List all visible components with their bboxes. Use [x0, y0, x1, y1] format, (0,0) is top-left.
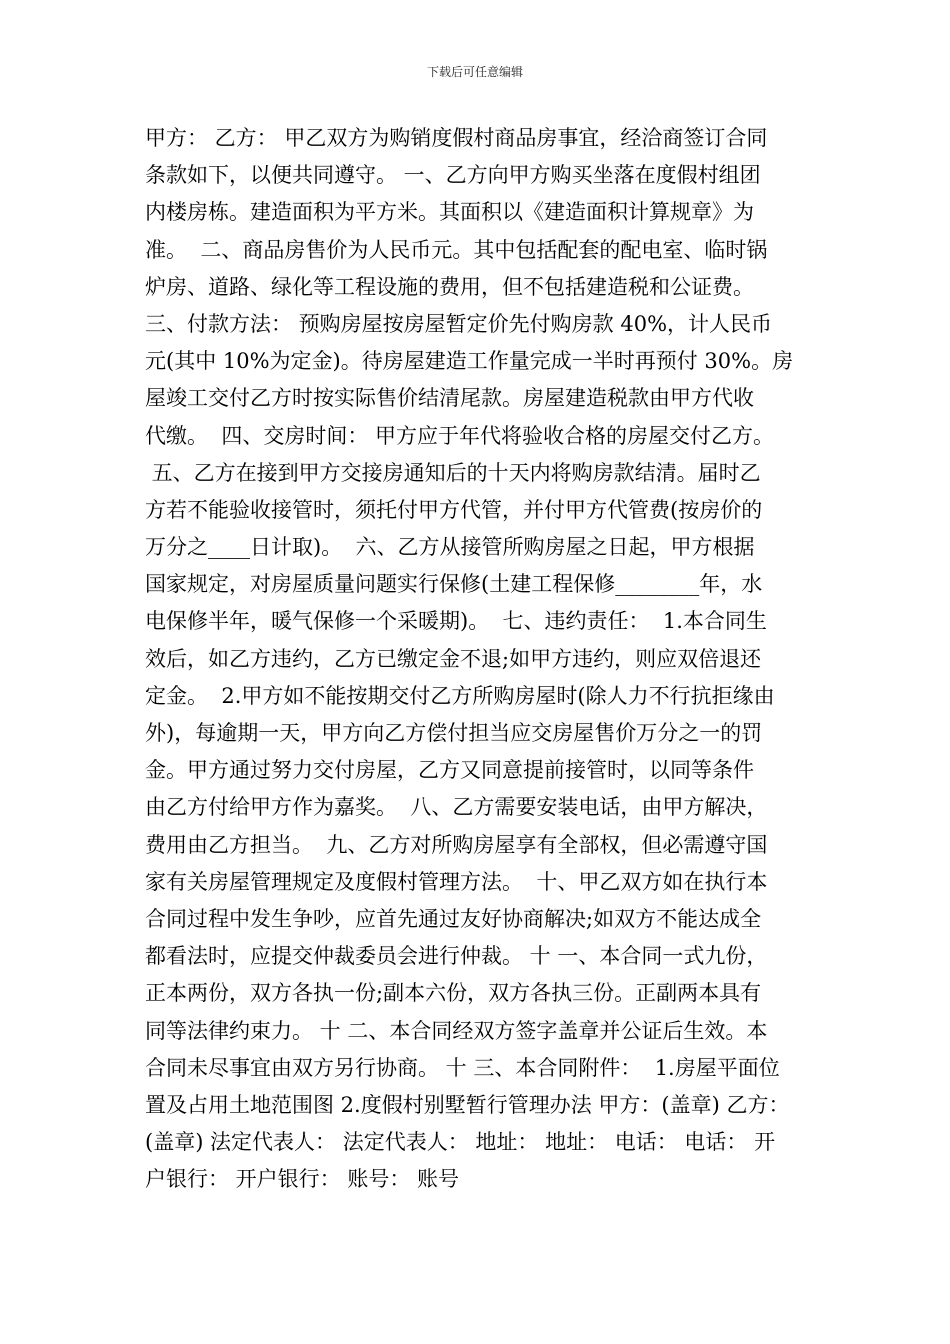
text-line: 准。 二、商品房售价为人民币元。其中包括配套的配电室、临时锅 [145, 237, 768, 262]
text-line: 五、乙方在接到甲方交接房通知后的十天内将购房款结清。届时乙 [145, 460, 761, 485]
text-line: 家有关房屋管理规定及度假村管理方法。 十、甲乙双方如在执行本 [145, 869, 768, 894]
text-line: 金。甲方通过努力交付房屋，乙方又同意提前接管时，以同等条件 [145, 758, 754, 783]
text-line: 内楼房栋。建造面积为平方米。其面积以《建造面积计算规章》为 [145, 200, 754, 225]
text-line: 效后，如乙方违约，乙方已缴定金不退;如甲方违约，则应双倍退还 [145, 646, 762, 671]
text-line: 正本两份，双方各执一份;副本六份，双方各执三份。正副两本具有 [145, 981, 762, 1006]
text-line: 万分之____日计取)。 六、乙方从接管所购房屋之日起，甲方根据 [145, 535, 755, 560]
text-line: 置及占用土地范围图 2.度假村别墅暂行管理办法 甲方：(盖章) 乙方： [145, 1092, 790, 1117]
text-line: 条款如下，以便共同遵守。 一、乙方向甲方购买坐落在度假村组团 [145, 163, 761, 188]
text-line: 都看法时，应提交仲裁委员会进行仲裁。 十 一、本合同一式九份， [145, 944, 768, 969]
text-line: 方若不能验收接管时，须托付甲方代管，并付甲方代管费(按房价的 [145, 497, 763, 522]
text-line: 国家规定，对房屋质量问题实行保修(土建工程保修________年，水 [145, 572, 763, 597]
text-line: 屋竣工交付乙方时按实际售价结清尾款。房屋建造税款由甲方代收 [145, 386, 754, 411]
text-line: 三、付款方法： 预购房屋按房屋暂定价先付购房款 40%，计人民币 [145, 311, 773, 336]
text-line: 定金。 2.甲方如不能按期交付乙方所购房屋时(除人力不行抗拒缘由 [145, 683, 775, 708]
contract-body [145, 120, 809, 1198]
text-line: 甲方： 乙方： 甲乙双方为购销度假村商品房事宜，经洽商签订合同 [145, 126, 768, 150]
text-line: 由乙方付给甲方作为嘉奖。 八、乙方需要安装电话，由甲方解决， [145, 795, 768, 820]
text-line: 同等法律约束力。 十 二、本合同经双方签字盖章并公证后生效。本 [145, 1018, 768, 1043]
text-line: 合同过程中发生争吵，应首先通过友好协商解决;如双方不能达成全 [145, 906, 762, 931]
text-line: 炉房、道路、绿化等工程设施的费用，但不包括建造税和公证费。 [145, 274, 754, 299]
text-line: 合同未尽事宜由双方另行协商。 十 三、本合同附件： 1.房屋平面位 [145, 1055, 780, 1080]
text-line: 元(其中 10%为定金)。待房屋建造工作量完成一半时再预付 30%。房 [145, 349, 794, 374]
text-line: 外)，每逾期一天，甲方向乙方偿付担当应交房屋售价万分之一的罚 [145, 721, 763, 745]
text-line: 户银行： 开户银行： 账号： 账号 [145, 1167, 460, 1192]
page-header: 下载后可任意编辑 [426, 65, 523, 79]
text-line: 费用由乙方担当。 九、乙方对所购房屋享有全部权，但必需遵守国 [145, 832, 768, 857]
text-line: (盖章) 法定代表人： 法定代表人： 地址： 地址： 电话： 电话： 开 [145, 1130, 776, 1155]
text-line: 代缴。 四、交房时间： 甲方应于年代将验收合格的房屋交付乙方。 [145, 423, 775, 448]
text-line: 电保修半年，暖气保修一个采暖期)。 七、违约责任： 1.本合同生 [145, 609, 767, 634]
